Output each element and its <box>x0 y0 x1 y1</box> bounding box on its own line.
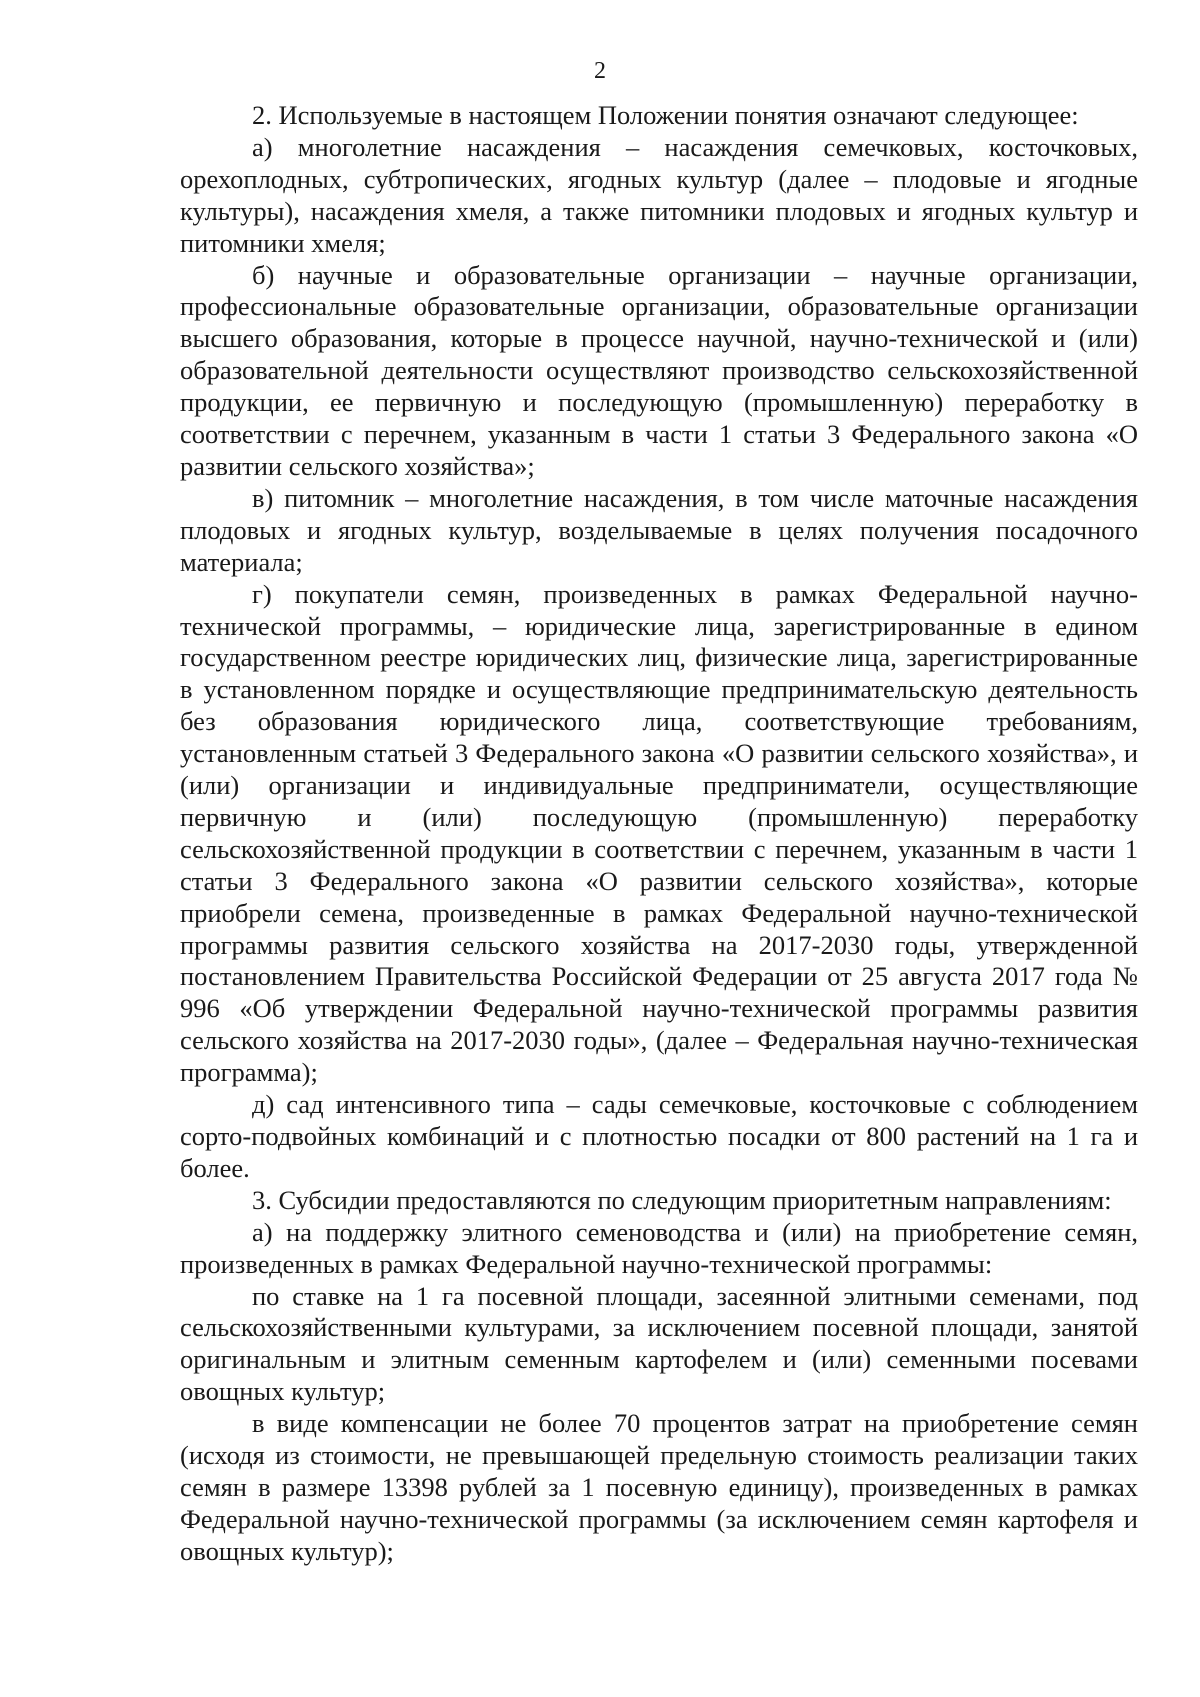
paragraph-definition-a: а) многолетние насаждения – насаждения семечковых, косточковых, орехоплодных, субтропических, ягодных культур (далее – плодовые и ягодные культуры), насаждения хмеля, а также питомники плодовых и ягодных культур и питомники хмеля; <box>180 131 1138 258</box>
paragraph-definition-g: г) покупатели семян, произведенных в рамках Федеральной научно-технической программы, – юридические лица, зарегистрированные в едином государственном реестре юридических лиц, физические лица, зарегистрированные в установленном порядке и осуществляющие предпринимательскую деятельность без образования юридического лица, соответствующие требованиям, установленным статьей 3 Федерального закона «О развитии сельского хозяйства», и (или) организации и индивидуальные предприниматели, осуществляющие первичную и (или) последующую (промышленную) переработку сельскохозяйственной продукции в соответствии с перечнем, указанным в части 1 статьи 3 Федерального закона «О развитии сельского хозяйства», которые приобрели семена, произведенные в рамках Федеральной научно-технической программы развития сельского хозяйства на 2017-2030 годы, утвержденной постановлением Правительства Российской Федерации от 25 августа 2017 года № 996 «Об утверждении Федеральной научно-технической программы развития сельского хозяйства на 2017-2030 годы», (далее – Федеральная научно-техническая программа); <box>180 578 1138 1088</box>
paragraph-definition-b: б) научные и образовательные организации – научные организации, профессиональные образовательные организации, образовательные организации высшего образования, которые в процессе научной, научно-технической и (или) образовательной деятельности осуществляют производство сельскохозяйственной продукции, ее первичную и последующую (промышленную) переработку в соответствии с перечнем, указанным в части 1 статьи 3 Федерального закона «О развитии сельского хозяйства»; <box>180 259 1138 481</box>
paragraph-subsidy-rate: по ставке на 1 га посевной площади, засеянной элитными семенами, под сельскохозяйственными культурами, за исключением посевной площади, занятой оригинальным и элитным семенным картофелем и (или) семенными посевами овощных культур; <box>180 1280 1138 1407</box>
page-number: 2 <box>594 58 606 84</box>
document-body <box>180 100 1138 1568</box>
paragraph-definitions-intro: 2. Используемые в настоящем Положении понятия означают следующее: <box>252 100 1079 130</box>
paragraph-subsidy-a: а) на поддержку элитного семеноводства и (или) на приобретение семян, произведенных в рамках Федеральной научно-технической программы: <box>180 1216 1138 1279</box>
paragraph-definition-d: д) сад интенсивного типа – сады семечковые, косточковые с соблюдением сорто-подвойных комбинаций и с плотностью посадки от 800 растений на 1 га и более. <box>180 1089 1138 1183</box>
paragraph-subsidy-compensation: в виде компенсации не более 70 процентов затрат на приобретение семян (исходя из стоимости, не превышающей предельную стоимость реализации таких семян в размере 13398 рублей за 1 посевную единицу), произведенных в рамках Федеральной научно-технической программы (за исключением семян картофеля и овощных культур); <box>180 1408 1138 1566</box>
paragraph-subsidy-directions: 3. Субсидии предоставляются по следующим приоритетным направлениям: <box>252 1184 1112 1215</box>
paragraph-definition-v: в) питомник – многолетние насаждения, в том числе маточные насаждения плодовых и ягодных культур, возделываемые в целях получения посадочного материала; <box>180 482 1138 577</box>
